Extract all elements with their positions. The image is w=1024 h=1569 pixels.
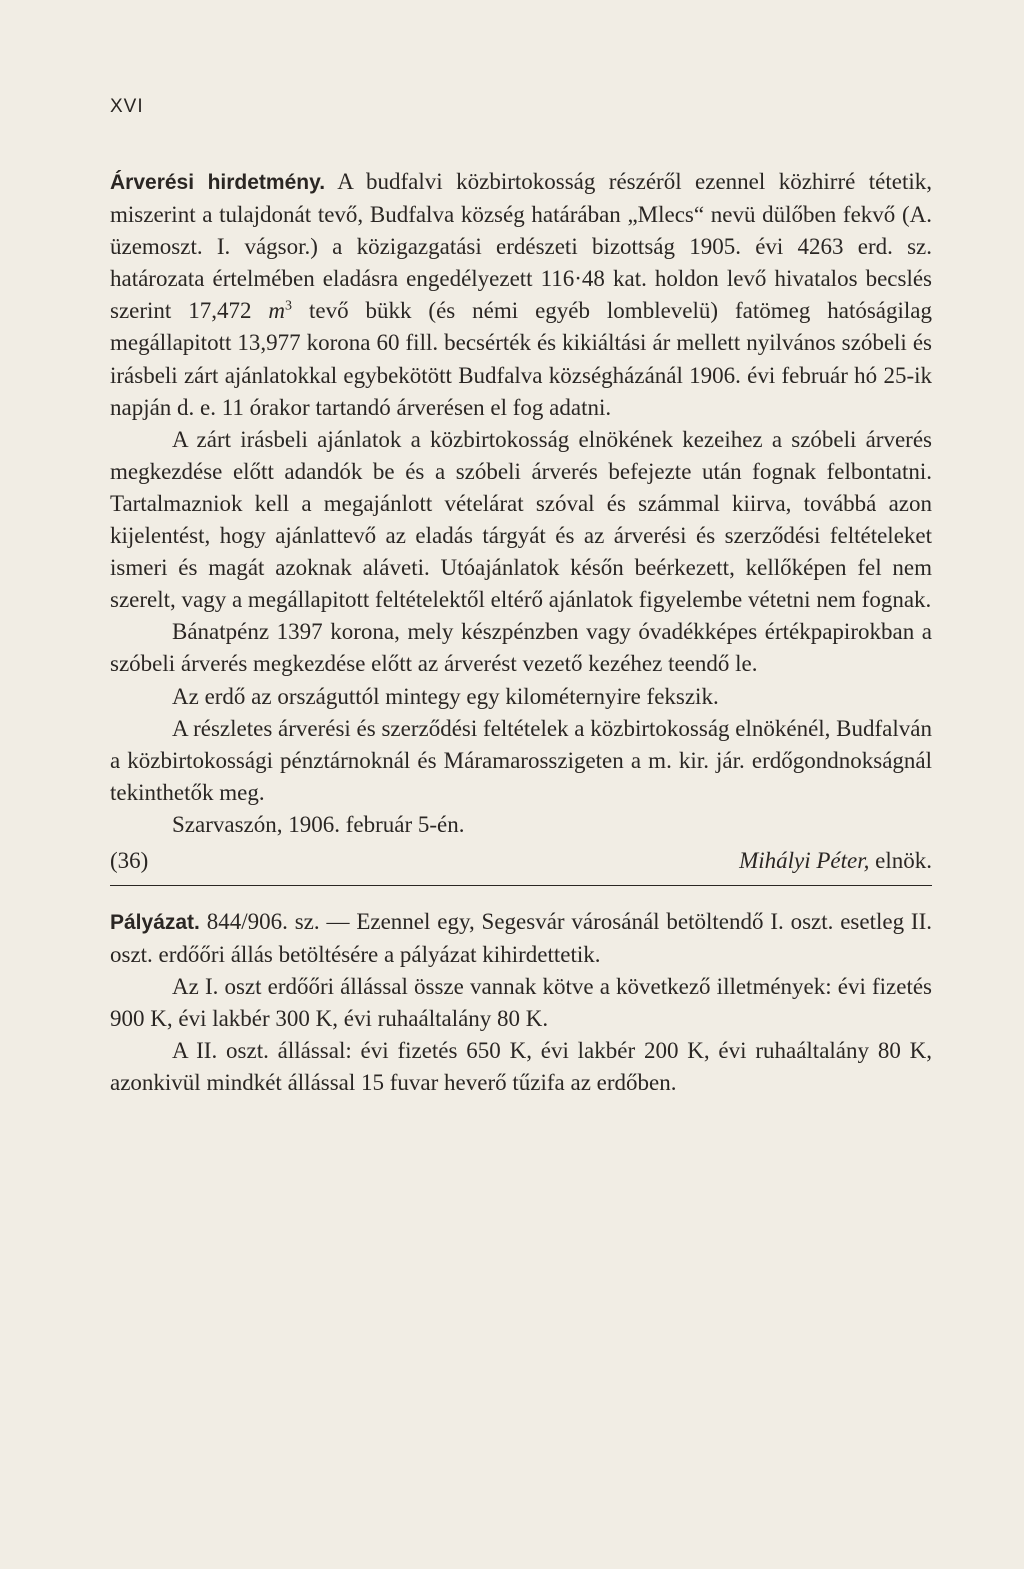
signature (739, 845, 932, 877)
vacancy-paragraph-1 (110, 906, 932, 971)
auction-notice (110, 166, 932, 877)
notice-reference-number: (36) (110, 847, 149, 873)
auction-notice-paragraph-1 (110, 166, 932, 424)
job-vacancy-notice (110, 906, 932, 1100)
auction-notice-heading: Árverési hirdetmény. (110, 171, 326, 194)
page-number: XVI (110, 96, 144, 117)
vacancy-paragraph-2: Az I. oszt erdőőri állással össze vannak kötve a következő illetmények: évi fizetés 900 K, évi lakbér 300 K, évi ruhaáltalány 80 K. (110, 974, 932, 1032)
signatory-title: elnök. (869, 847, 932, 873)
auction-notice-dateline: Szarvaszón, 1906. február 5-én. (172, 811, 465, 837)
vacancy-text-1: 844/906. sz. — Ezennel egy, Segesvár városánál betöltendő I. oszt. esetleg II. oszt. erdőőri állás betöltésére a pályázat kihirdettetik. (110, 908, 932, 968)
signature-row (110, 845, 932, 877)
volume-unit: m (268, 298, 286, 324)
signatory-name: Mihályi Péter, (739, 847, 870, 873)
auction-notice-paragraph-5: A részletes árverési és szerződési feltételek a közbirtokosság elnökénél, Budfalván a közbirtokossági pénztárnoknál és Máramarosszigeten a m. kir. jár. erdőgondnokságnál tekinthetők meg. (110, 715, 932, 805)
section-divider (110, 885, 932, 886)
auction-notice-paragraph-4: Az erdő az országuttól mintegy egy kilométernyire fekszik. (172, 683, 719, 709)
auction-notice-paragraph-3: Bánatpénz 1397 korona, mely készpénzben vagy óvadékképes értékpapirokban a szóbeli árverés megkezdése előtt az árverést vezető kezéhez teendő le. (110, 619, 932, 677)
auction-notice-paragraph-2: A zárt irásbeli ajánlatok a közbirtokosság elnökének kezeihez a szóbeli árverés megkezdése előtt adandók be és a szóbeli árverés befejezte után fognak felbontatni. Tartalmazniok kell a megajánlott vételárat szóval és számmal kiirva, továbbá azon kijelentést, hogy ajánlattevő az eladás tárgyát és az árverési és szerződési feltételeket ismeri és magát azoknak aláveti. Utóajánlatok későn beérkezett, kellőképen fel nem szerelt, vagy a megállapitott feltételektől eltérő ajánlatok figyelembe vétetni nem fognak. (110, 426, 932, 613)
vacancy-heading: Pályázat. (110, 910, 200, 934)
volume-unit-exponent: 3 (285, 298, 293, 314)
auction-notice-text-1: A budfalvi közbirtokosság részéről ezennel közhirré tétetik, miszerint a tulajdonát tevő, Budfalva község határában „Mlecs“ nevü dülőben fekvő (A. üzemoszt. I. vágsor.) a közigazgatási erdészeti bizottság 1905. évi 4263 erd. sz. határozata értelmében eladásra engedélyezett 116·48 kat. holdon levő hivatalos becslés szerint 17,472 (110, 169, 932, 324)
auction-notice-text-1-rest: tevő bükk (és némi egyéb lomblevelü) fatömeg hatóságilag megállapitott 13,977 korona 60 fill. becsérték és kikiáltási ár mellett nyilvános szóbeli és irásbeli zárt ajánlatokkal egybekötött Budfalva községházánál 1906. évi február hó 25-ik napján d. e. 11 órakor tartandó árverésen el fog adatni. (110, 298, 933, 420)
vacancy-paragraph-3: A II. oszt. állással: évi fizetés 650 K, évi lakbér 200 K, évi ruhaáltalány 80 K, azonkivül mindkét állással 15 fuvar heverő tűzifa az erdőben. (110, 1038, 932, 1096)
